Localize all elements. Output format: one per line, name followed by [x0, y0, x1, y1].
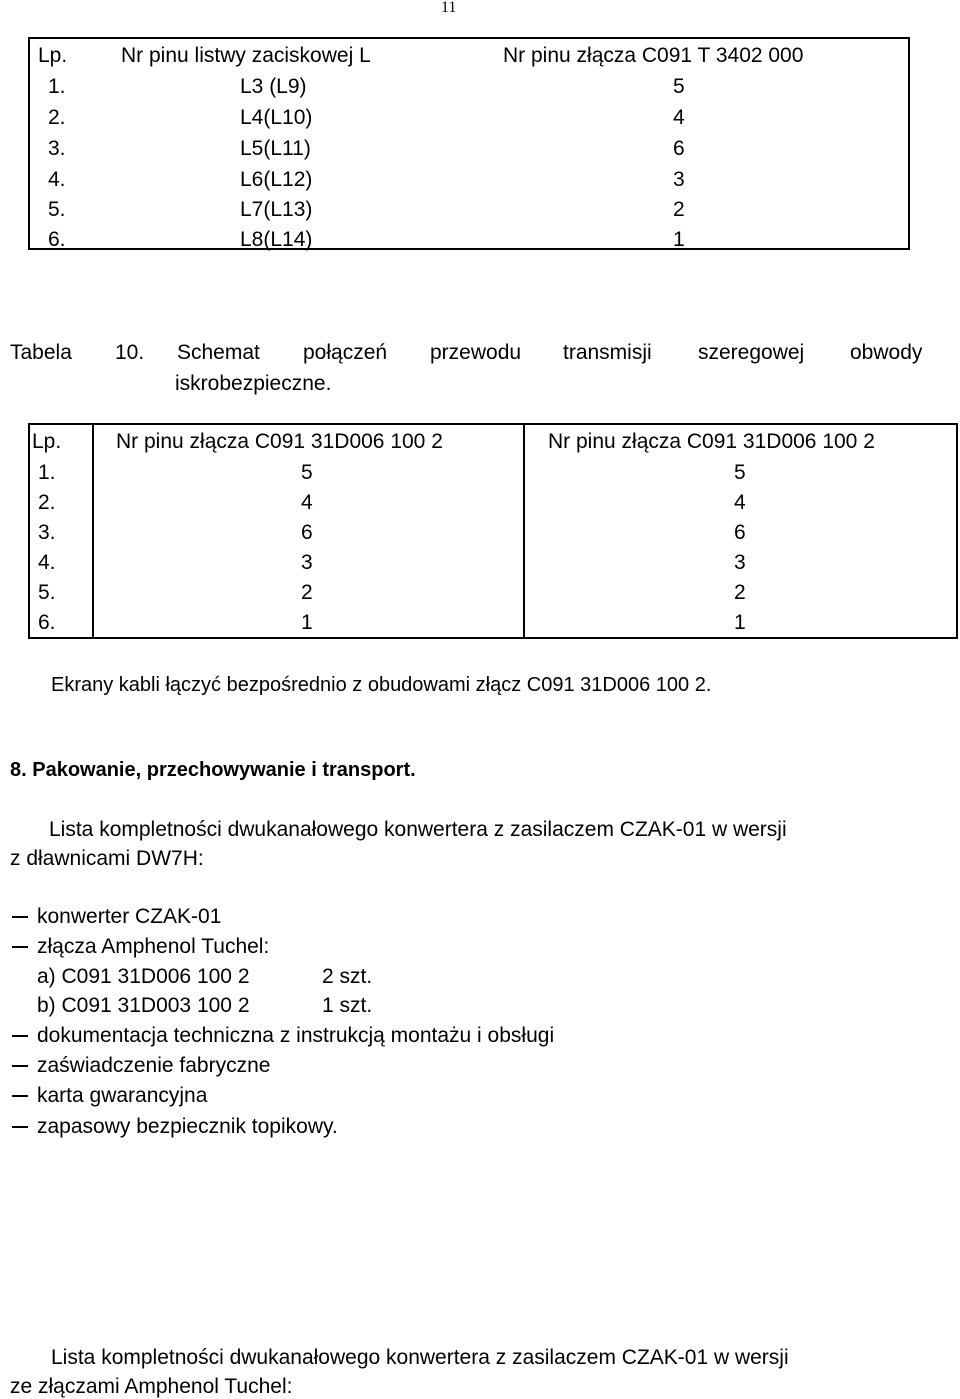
sub-item-label: b) C091 31D003 100 2	[37, 994, 250, 1017]
intro-line-1: Lista kompletności dwukanałowego konwertera z zasilaczem CZAK-01 w wersji	[49, 818, 787, 841]
table1-header-lp: Lp.	[38, 44, 68, 67]
table1-cell: 5	[673, 75, 685, 98]
list-item: zapasowy bezpiecznik topikowy.	[37, 1115, 338, 1138]
table2-cell: 1	[734, 611, 746, 634]
table2-cell: 2	[734, 581, 746, 604]
caption-line2: iskrobezpieczne.	[175, 372, 332, 395]
table1-cell: 3.	[48, 137, 66, 160]
bottom-line-2: ze złączami Amphenol Tuchel:	[10, 1375, 293, 1398]
dash-bullet	[12, 1035, 28, 1037]
list-item: konwerter CZAK-01	[37, 905, 222, 928]
table2-column-divider	[92, 425, 94, 637]
dash-bullet	[12, 1065, 28, 1067]
table1-header-terminal: Nr pinu listwy zaciskowej L	[121, 44, 371, 67]
table1-cell: L6(L12)	[240, 168, 313, 191]
table2-column-divider	[523, 425, 525, 637]
table2-cell: 2.	[38, 491, 56, 514]
caption-word: Tabela	[10, 341, 72, 364]
table2-cell: 5.	[38, 581, 56, 604]
list-item: zaświadczenie fabryczne	[37, 1054, 271, 1077]
sub-item-qty: 2 szt.	[322, 965, 373, 988]
table1-cell: L3 (L9)	[240, 75, 307, 98]
sub-item-qty: 1 szt.	[322, 994, 373, 1017]
table2-cell: 4	[734, 491, 746, 514]
table2-cell: 2	[301, 581, 313, 604]
table2-cell: 5	[734, 461, 746, 484]
table2-cell: 3	[734, 551, 746, 574]
table1-cell: L7(L13)	[240, 198, 313, 221]
table1-cell: 2	[673, 198, 685, 221]
table2-cell: 6	[734, 521, 746, 544]
table1-cell: 2.	[48, 106, 66, 129]
dash-bullet	[12, 1095, 28, 1097]
page-number: 11	[441, 0, 457, 16]
table1-header-connector: Nr pinu złącza C091 T 3402 000	[503, 44, 804, 67]
table1-cell: 3	[673, 168, 685, 191]
dash-bullet	[12, 916, 28, 918]
table1-cell: L4(L10)	[240, 106, 313, 129]
table1-cell: 1	[673, 228, 685, 251]
list-item: dokumentacja techniczna z instrukcją montażu i obsługi	[37, 1024, 555, 1047]
caption-word: szeregowej	[698, 341, 805, 364]
caption-word: obwody	[850, 341, 923, 364]
table2-cell: 6	[301, 521, 313, 544]
table1-cell: 4.	[48, 168, 66, 191]
pin-table-connector	[28, 423, 958, 639]
table1-cell: 5.	[48, 198, 66, 221]
table1-cell: 1.	[48, 75, 66, 98]
table2-header-lp: Lp.	[32, 430, 62, 453]
table1-cell: 6.	[48, 228, 66, 251]
table2-cell: 4.	[38, 551, 56, 574]
table1-cell: 6	[673, 137, 685, 160]
table2-cell: 1.	[38, 461, 56, 484]
table2-cell: 1	[301, 611, 313, 634]
sub-item-label: a) C091 31D006 100 2	[37, 965, 250, 988]
table2-header-connector-a: Nr pinu złącza C091 31D006 100 2	[116, 430, 443, 453]
pin-table-terminal	[28, 37, 910, 250]
list-item: złącza Amphenol Tuchel:	[37, 935, 270, 958]
table2-cell: 3.	[38, 521, 56, 544]
table2-cell: 5	[301, 461, 313, 484]
section-heading: 8. Pakowanie, przechowywanie i transport.	[10, 759, 416, 781]
shield-note: Ekrany kabli łączyć bezpośrednio z obudowami złącz C091 31D006 100 2.	[51, 674, 712, 696]
bottom-line-1: Lista kompletności dwukanałowego konwertera z zasilaczem CZAK-01 w wersji	[51, 1346, 789, 1369]
table2-cell: 4	[301, 491, 313, 514]
dash-bullet	[12, 1126, 28, 1128]
dash-bullet	[12, 946, 28, 948]
list-item: karta gwarancyjna	[37, 1084, 208, 1107]
caption-word: transmisji	[563, 341, 652, 364]
table2-cell: 6.	[38, 611, 56, 634]
caption-word: Schemat	[177, 341, 260, 364]
caption-word: 10.	[115, 341, 145, 364]
table1-cell: L8(L14)	[240, 228, 313, 251]
caption-word: przewodu	[430, 341, 522, 364]
table1-cell: L5(L11)	[240, 137, 311, 160]
caption-word: połączeń	[303, 341, 388, 364]
table2-cell: 3	[301, 551, 313, 574]
table2-header-connector-b: Nr pinu złącza C091 31D006 100 2	[548, 430, 875, 453]
table1-cell: 4	[673, 106, 685, 129]
intro-line-2: z dławnicami DW7H:	[10, 847, 204, 870]
